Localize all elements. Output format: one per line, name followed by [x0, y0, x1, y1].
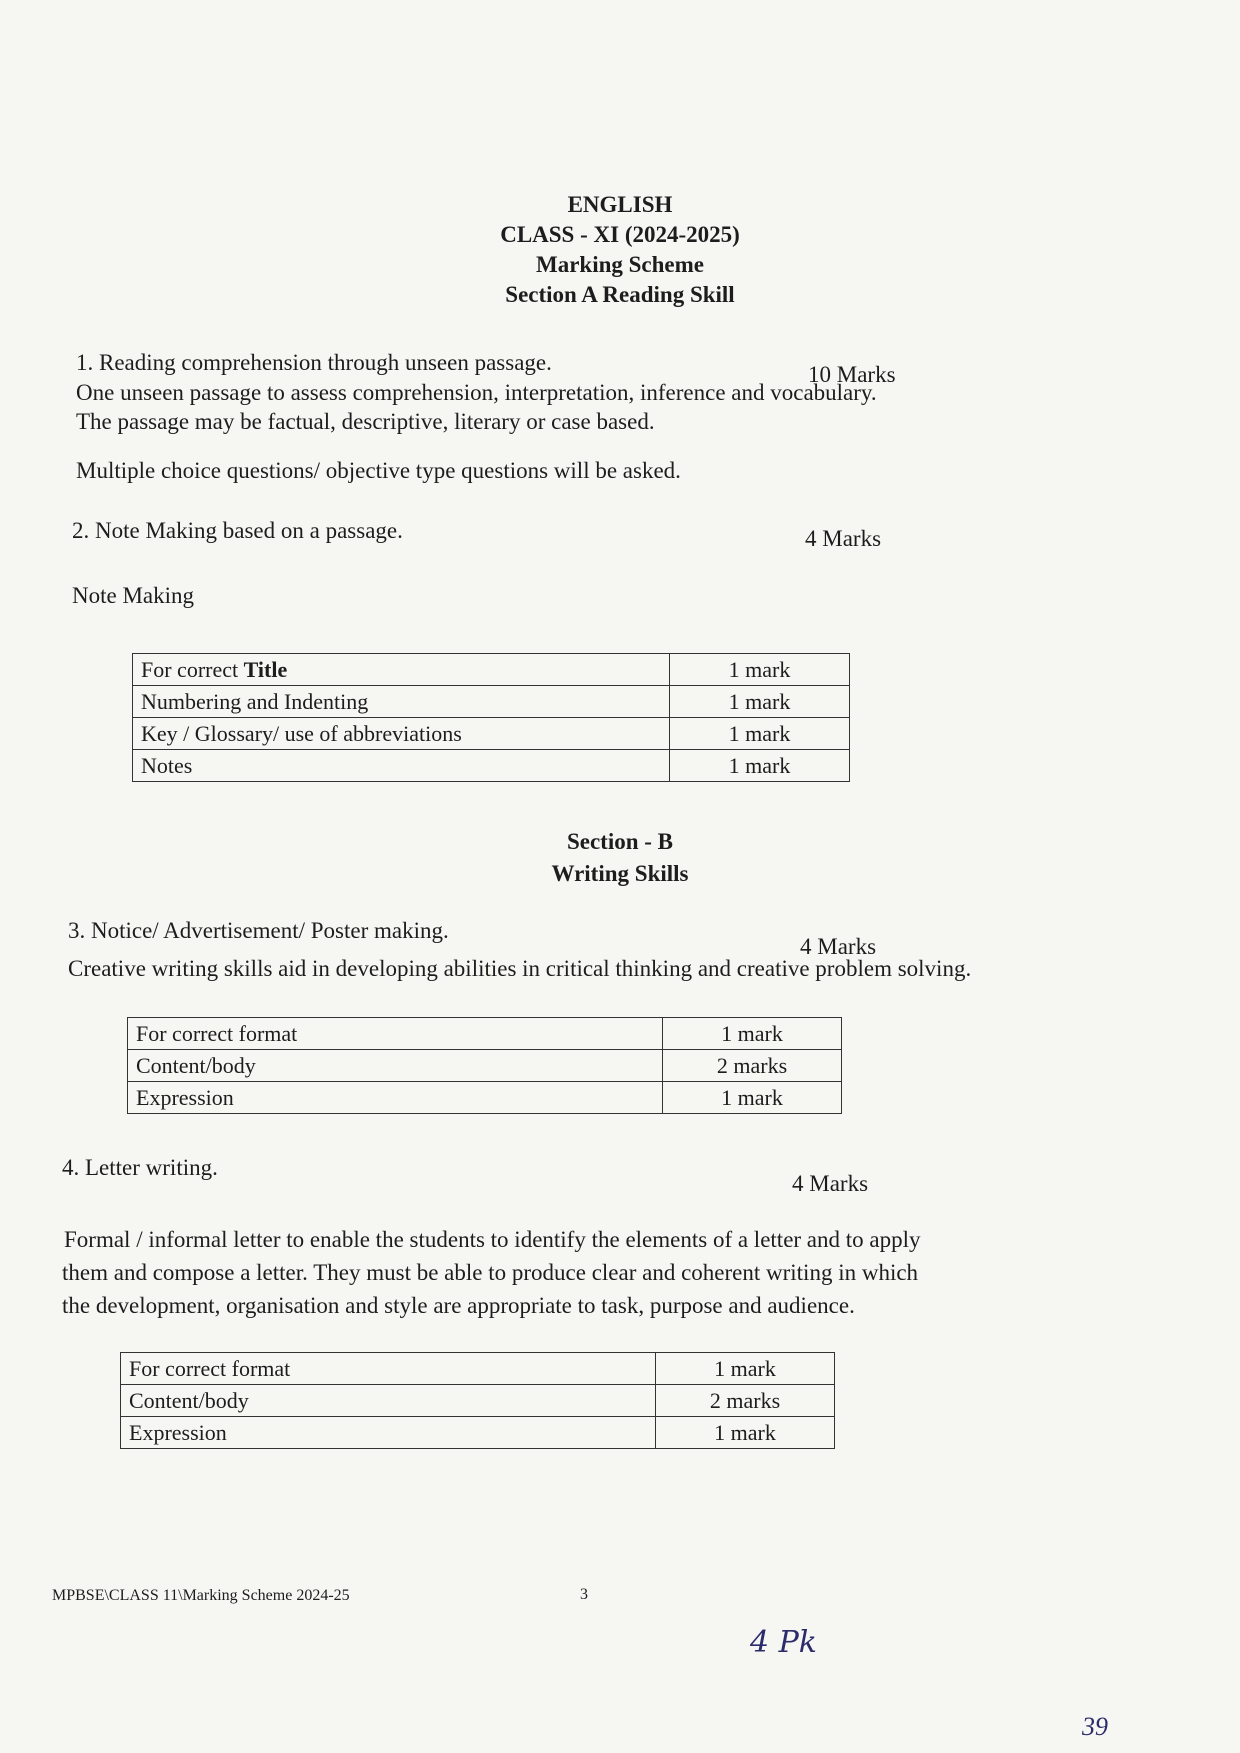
section-a-title: Section A Reading Skill: [505, 282, 735, 307]
q4-line-2: them and compose a letter. They must be able to produce clear and coherent writing in which: [62, 1260, 919, 1285]
criterion-cell: For correct format: [128, 1018, 663, 1050]
q3-description: Creative writing skills aid in developing abilities in critical thinking and creative problem solving.: [68, 956, 972, 981]
q2-marks: 4 Marks: [805, 526, 882, 551]
scheme-title: Marking Scheme: [535, 252, 704, 277]
note-making-table: [132, 653, 850, 782]
q2-title: 2. Note Making based on a passage.: [72, 518, 403, 543]
q4-title: 4. Letter writing.: [62, 1155, 218, 1180]
table-row: [133, 750, 850, 782]
q4-line-1: Formal / informal letter to enable the students to identify the elements of a letter and to apply: [64, 1227, 921, 1252]
criterion-cell: For correct format: [121, 1353, 656, 1385]
mark-cell: 1 mark: [670, 686, 850, 718]
criterion-cell: Content/body: [128, 1050, 663, 1082]
criterion-cell: Notes: [133, 750, 670, 782]
notice-table: [127, 1017, 842, 1114]
criterion-cell: Expression: [128, 1082, 663, 1114]
criterion-cell: Key / Glossary/ use of abbreviations: [133, 718, 670, 750]
mark-cell: 1 mark: [663, 1082, 842, 1114]
class-title: CLASS - XI (2024-2025): [500, 222, 740, 247]
criterion-cell: [133, 654, 670, 686]
mark-cell: 2 marks: [656, 1385, 835, 1417]
subject-title: ENGLISH: [567, 192, 673, 217]
criterion-bold: Title: [243, 657, 288, 682]
q1-line-2: The passage may be factual, descriptive, literary or case based.: [76, 409, 655, 434]
section-b-heading: [0, 826, 1240, 890]
table-row: [133, 654, 850, 686]
table-row: [133, 718, 850, 750]
q4-marks: 4 Marks: [792, 1171, 869, 1196]
handwritten-corner-number: 39: [1082, 1712, 1108, 1741]
table-row: [121, 1385, 835, 1417]
table-row: [121, 1353, 835, 1385]
table-row: [121, 1417, 835, 1449]
footer-path: MPBSE\CLASS 11\Marking Scheme 2024-25: [52, 1587, 350, 1604]
q1-line-3: Multiple choice questions/ objective type questions will be asked.: [76, 458, 681, 483]
table-row: [128, 1018, 842, 1050]
mark-cell: 1 mark: [663, 1018, 842, 1050]
mark-cell: 1 mark: [656, 1417, 835, 1449]
section-b-subtitle: Writing Skills: [551, 861, 689, 886]
handwritten-signature: 4 Pk: [750, 1625, 817, 1660]
section-b-title: Section - B: [566, 829, 674, 854]
q4-line-3: the development, organisation and style are appropriate to task, purpose and audience.: [62, 1293, 855, 1318]
mark-cell: 1 mark: [656, 1353, 835, 1385]
q3-marks: 4 Marks: [800, 934, 877, 959]
q1-line-1: One unseen passage to assess comprehension, interpretation, inference and vocabulary.: [76, 380, 877, 405]
criterion-cell: Expression: [121, 1417, 656, 1449]
q2-subhead: Note Making: [72, 583, 195, 608]
table-row: [128, 1050, 842, 1082]
mark-cell: 1 mark: [670, 718, 850, 750]
mark-cell: 2 marks: [663, 1050, 842, 1082]
table-row: [128, 1082, 842, 1114]
q1-title: 1. Reading comprehension through unseen passage.: [76, 350, 552, 375]
q3-title: 3. Notice/ Advertisement/ Poster making.: [68, 918, 449, 943]
page-number: 3: [580, 1586, 588, 1603]
letter-writing-table: [120, 1352, 835, 1449]
criterion-cell: Content/body: [121, 1385, 656, 1417]
mark-cell: 1 mark: [670, 750, 850, 782]
document-header: [0, 190, 1240, 310]
q1-marks: 10 Marks: [808, 362, 896, 387]
table-row: [133, 686, 850, 718]
criterion-text: For correct: [141, 657, 244, 682]
mark-cell: 1 mark: [670, 654, 850, 686]
criterion-cell: Numbering and Indenting: [133, 686, 670, 718]
